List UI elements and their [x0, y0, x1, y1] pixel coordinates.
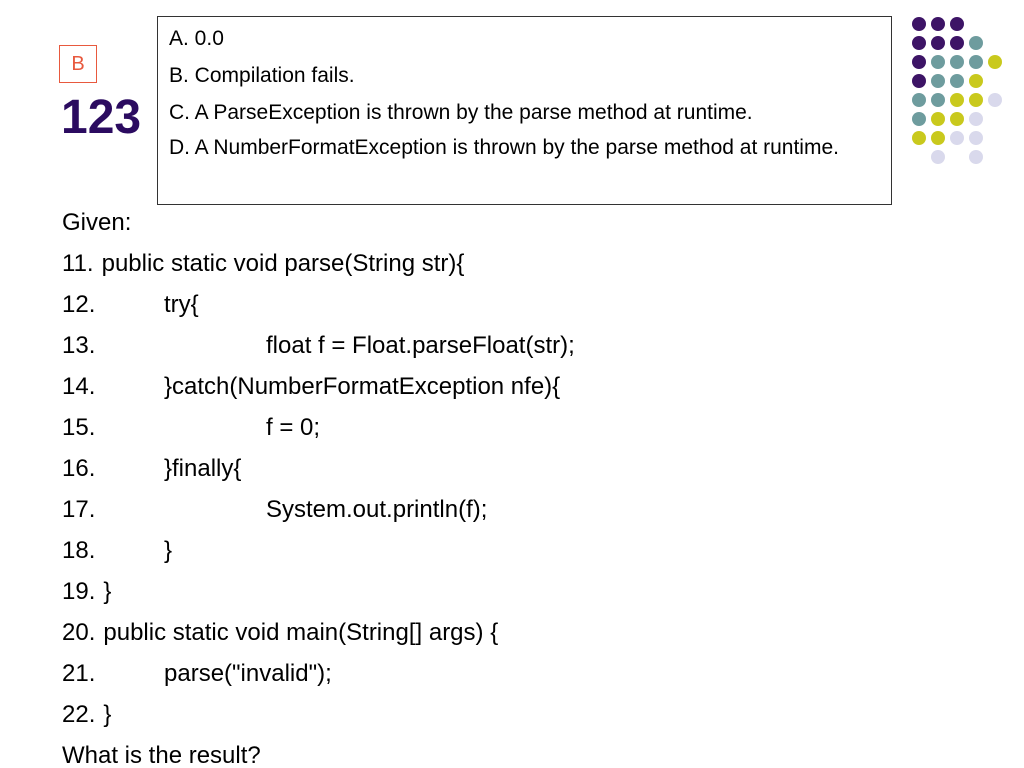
code-line-text: try{: [164, 291, 199, 318]
code-line-number: 22.: [62, 701, 96, 728]
code-line-text: parse("invalid");: [164, 660, 332, 687]
slide-number: 123: [61, 91, 142, 144]
code-line: [62, 571, 498, 612]
code-line: [62, 530, 498, 571]
decorative-dot: [950, 36, 964, 50]
code-line-number: 21.: [62, 660, 96, 687]
option-a: A. 0.0: [169, 27, 224, 50]
code-line-number: 20.: [62, 619, 96, 646]
code-line: [62, 489, 498, 530]
decorative-dot: [931, 112, 945, 126]
decorative-dot: [912, 74, 926, 88]
decorative-dot: [950, 74, 964, 88]
decorative-dot: [931, 93, 945, 107]
code-line: [62, 366, 561, 407]
code-line-text: }: [164, 537, 173, 564]
decorative-dot: [969, 131, 983, 145]
decorative-dot: [950, 55, 964, 69]
code-line-text: }catch(NumberFormatException nfe){: [164, 373, 561, 400]
option-c: C. A ParseException is thrown by the parse method at runtime.: [169, 101, 753, 124]
decorative-dot: [969, 112, 983, 126]
question-prompt: What is the result?: [62, 742, 261, 768]
code-line-number: 16.: [62, 455, 96, 482]
code-line-number: 19.: [62, 578, 96, 605]
decorative-dot: [988, 93, 1002, 107]
decorative-dot: [931, 74, 945, 88]
decorative-dot: [950, 131, 964, 145]
decorative-dot: [969, 150, 983, 164]
decorative-dot: [950, 112, 964, 126]
code-line-text: f = 0;: [266, 414, 321, 441]
option-d: D. A NumberFormatException is thrown by the parse method at runtime.: [169, 136, 839, 159]
decorative-dot: [969, 93, 983, 107]
code-line: [62, 325, 575, 366]
decorative-dot-grid: [902, 13, 1012, 163]
code-line-text: float f = Float.parseFloat(str);: [266, 332, 575, 359]
code-line: [62, 243, 498, 284]
code-line: [62, 694, 498, 735]
code-line-number: 11.: [62, 250, 94, 277]
decorative-dot: [931, 131, 945, 145]
code-line-number: 14.: [62, 373, 96, 400]
decorative-dot: [931, 17, 945, 31]
code-line: [62, 284, 498, 325]
decorative-dot: [969, 55, 983, 69]
code-line-text: System.out.println(f);: [266, 496, 488, 523]
decorative-dot: [969, 36, 983, 50]
code-line-number: 17.: [62, 496, 96, 523]
answer-tag: B: [59, 45, 97, 83]
code-line: [62, 448, 498, 489]
question-body: [62, 202, 575, 768]
decorative-dot: [912, 17, 926, 31]
code-line-number: 12.: [62, 291, 96, 318]
decorative-dot: [950, 17, 964, 31]
code-line-text: }finally{: [164, 455, 242, 482]
decorative-dot: [931, 55, 945, 69]
code-line: [62, 612, 498, 653]
decorative-dot: [988, 55, 1002, 69]
code-line-number: 18.: [62, 537, 96, 564]
decorative-dot: [912, 131, 926, 145]
code-line-text: public static void parse(String str){: [101, 250, 465, 277]
code-line-text: }: [103, 701, 112, 728]
decorative-dot: [912, 112, 926, 126]
decorative-dot: [969, 74, 983, 88]
decorative-dot: [950, 93, 964, 107]
code-line-number: 13.: [62, 332, 96, 359]
code-line: [62, 653, 498, 694]
code-line-text: }: [103, 578, 112, 605]
question-intro: Given:: [62, 209, 132, 236]
code-line: [62, 407, 498, 448]
code-listing: [62, 243, 575, 735]
code-line-text: public static void main(String[] args) {: [103, 619, 499, 646]
decorative-dot: [931, 36, 945, 50]
decorative-dot: [931, 150, 945, 164]
option-b: B. Compilation fails.: [169, 64, 355, 87]
decorative-dot: [912, 55, 926, 69]
answer-options-box: [157, 16, 892, 205]
decorative-dot: [912, 93, 926, 107]
decorative-dot: [912, 36, 926, 50]
code-line-number: 15.: [62, 414, 96, 441]
